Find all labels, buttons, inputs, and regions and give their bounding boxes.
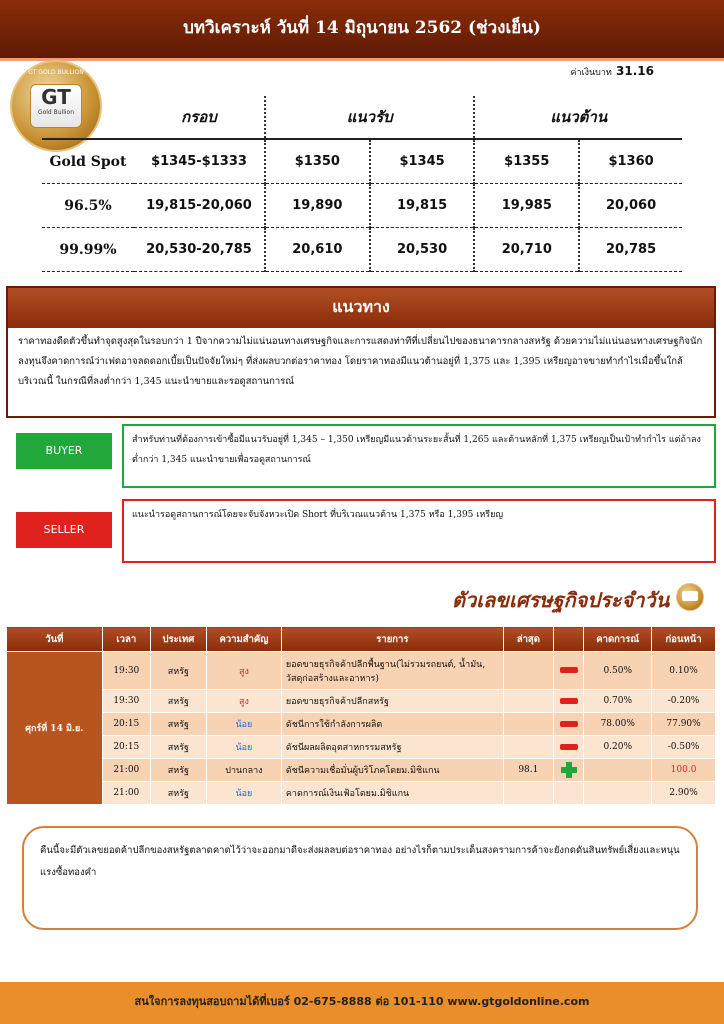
resistance-1: 20,710 xyxy=(474,228,579,272)
red-bar-icon xyxy=(560,698,578,704)
row-label: 99.99% xyxy=(42,228,134,272)
actual-cell xyxy=(503,713,553,736)
support-1: $1350 xyxy=(265,139,370,184)
country-cell: สหรัฐ xyxy=(150,652,206,690)
buyer-badge: BUYER xyxy=(16,433,112,469)
header-resistance: แนวต้าน xyxy=(474,96,682,139)
trend-cell xyxy=(553,782,584,805)
support-1: 20,610 xyxy=(265,228,370,272)
green-plus-icon xyxy=(561,762,577,778)
col-forecast: คาดการณ์ xyxy=(584,627,652,652)
event-cell: ยอดขายธุรกิจค้าปลีกสหรัฐ xyxy=(281,690,503,713)
previous-cell: 100.0 xyxy=(652,759,716,782)
previous-cell: 77.90% xyxy=(652,713,716,736)
logo-mark: GT xyxy=(41,85,71,109)
forecast-cell xyxy=(584,759,652,782)
actual-cell xyxy=(503,736,553,759)
guide-text: ราคาทองดีดตัวขึ้นทำจุดสูงสุดในรอบกว่า 1 ปีจากความไม่แน่นอนทางเศรษฐกิจและการแสดงท่าทีที่เปลี่ยนไปของธนาคารกลางสหรัฐ ด้วยความไม่แน่นอนทางเศรษฐกิจนักลงทุนจึงคาดการณ์ว่าเฟดอาจลดดอกเบี้ยเป็นปัจจัยใหม่ๆ ที่ส่งผลบวกต่อราคาทอง โดยราคาทองมีแนวต้านอยู่ที่ 1,375 และ 1,395 เหรียญอาจขายทำกำไรเมื่อขึ้นใกล้บริเวณนี้ ในกรณีที่ลงต่ำกว่า 1,345 แนะนำขายและรอดูสถานการณ์ xyxy=(6,328,716,418)
actual-cell xyxy=(503,652,553,690)
page-title: บทวิเคราะห์ วันที่ 14 มิถุนายน 2562 (ช่วงเย็น) xyxy=(183,18,541,38)
event-cell: คาดการณ์เงินเฟ้อโดยม.มิชิแกน xyxy=(281,782,503,805)
seller-badge: SELLER xyxy=(16,512,112,548)
country-cell: สหรัฐ xyxy=(150,713,206,736)
country-cell: สหรัฐ xyxy=(150,759,206,782)
seller-text: แนะนำรอดูสถานการณ์โดยจะจับจังหวะเปิด Short ที่บริเวณแนวต้าน 1,375 หรือ 1,395 เหรียญ xyxy=(122,499,716,563)
econ-calendar-table xyxy=(6,626,716,805)
econ-header-row xyxy=(7,627,716,652)
table-row xyxy=(7,690,716,713)
support-2: $1345 xyxy=(370,139,475,184)
actual-cell: 98.1 xyxy=(503,759,553,782)
footer-bar xyxy=(0,982,724,1024)
table-row xyxy=(7,736,716,759)
previous-cell: 2.90% xyxy=(652,782,716,805)
importance-cell: สูง xyxy=(206,690,281,713)
row-label: Gold Spot xyxy=(42,139,134,184)
footer-contact: สนใจการลงทุนสอบถามได้ที่เบอร์ 02-675-8888 ต่อ 101-110 www.gtgoldonline.com xyxy=(134,995,590,1008)
table-row xyxy=(7,652,716,690)
actual-cell xyxy=(503,690,553,713)
support-2: 19,815 xyxy=(370,184,475,228)
col-actual: ล่าสุด xyxy=(503,627,553,652)
importance-cell: สูง xyxy=(206,652,281,690)
logo-sub: Gold Bullion xyxy=(37,109,75,116)
col-time: เวลา xyxy=(102,627,150,652)
col-previous: ก่อนหน้า xyxy=(652,627,716,652)
time-cell: 20:15 xyxy=(102,713,150,736)
logo-ring-text: GT GOLD BULLION xyxy=(28,69,84,76)
range-cell: $1345-$1333 xyxy=(134,139,265,184)
resistance-2: 20,785 xyxy=(579,228,682,272)
price-table xyxy=(42,96,682,272)
guide-header xyxy=(6,286,716,328)
col-country: ประเทศ xyxy=(150,627,206,652)
summary-note: คืนนี้จะมีตัวเลขยอดค้าปลีกของสหรัฐตลาดคาดไว้ว่าจะออกมาดีจะส่งผลลบต่อราคาทอง อย่างไรก็ตามประเด็นสงครามการค้าจะยังกดดันสินทรัพย์เสี่ยงและหนุนแรงซื้อทองคำ xyxy=(22,826,698,930)
time-cell: 21:00 xyxy=(102,782,150,805)
resistance-1: 19,985 xyxy=(474,184,579,228)
header-range: กรอบ xyxy=(134,96,265,139)
event-cell: ดัชนีการใช้กำลังการผลิต xyxy=(281,713,503,736)
support-1: 19,890 xyxy=(265,184,370,228)
country-cell: สหรัฐ xyxy=(150,736,206,759)
range-cell: 20,530-20,785 xyxy=(134,228,265,272)
importance-cell: ปานกลาง xyxy=(206,759,281,782)
forecast-cell: 0.50% xyxy=(584,652,652,690)
time-cell: 19:30 xyxy=(102,690,150,713)
price-row xyxy=(42,184,682,228)
forecast-cell: 78.00% xyxy=(584,713,652,736)
header-support: แนวรับ xyxy=(265,96,474,139)
importance-cell: น้อย xyxy=(206,782,281,805)
previous-cell: -0.20% xyxy=(652,690,716,713)
red-bar-icon xyxy=(560,667,578,673)
date-cell: ศุกร์ที่ 14 มิ.ย. xyxy=(7,652,103,805)
econ-title: ตัวเลขเศรษฐกิจประจำวัน xyxy=(452,588,670,612)
price-row xyxy=(42,139,682,184)
trend-cell xyxy=(553,759,584,782)
resistance-2: 20,060 xyxy=(579,184,682,228)
previous-cell: 0.10% xyxy=(652,652,716,690)
price-table-header xyxy=(42,96,682,139)
row-label: 96.5% xyxy=(42,184,134,228)
buyer-text: สำหรับท่านที่ต้องการเข้าซื้อมีแนวรับอยู่ที่ 1,345 – 1,350 เหรียญมีแนวต้านระยะสั้นที่ 1,265 และต้านหลักที่ 1,375 เหรียญเป็นเป้าทำกำไร แต่ถ้าลงต่ำกว่า 1,345 แนะนำขายเพื่อรอดูสถานการณ์ xyxy=(122,424,716,488)
col-event: รายการ xyxy=(281,627,503,652)
guide-title: แนวทาง xyxy=(332,297,390,316)
red-bar-icon xyxy=(560,744,578,750)
support-2: 20,530 xyxy=(370,228,475,272)
header-bar xyxy=(0,0,724,61)
fx-value: 31.16 xyxy=(616,64,654,78)
price-row xyxy=(42,228,682,272)
table-row xyxy=(7,782,716,805)
event-cell: ดัชนีความเชื่อมั่นผู้บริโภคโดยม.มิชิแกน xyxy=(281,759,503,782)
trend-cell xyxy=(553,713,584,736)
trend-cell xyxy=(553,690,584,713)
col-importance: ความสำคัญ xyxy=(206,627,281,652)
resistance-1: $1355 xyxy=(474,139,579,184)
table-row xyxy=(7,759,716,782)
range-cell: 19,815-20,060 xyxy=(134,184,265,228)
red-bar-icon xyxy=(560,721,578,727)
fx-label: ค่าเงินบาท xyxy=(570,68,612,78)
importance-cell: น้อย xyxy=(206,713,281,736)
time-cell: 19:30 xyxy=(102,652,150,690)
resistance-2: $1360 xyxy=(579,139,682,184)
trend-cell xyxy=(553,652,584,690)
trend-cell xyxy=(553,736,584,759)
time-cell: 21:00 xyxy=(102,759,150,782)
gt-logo-small xyxy=(676,583,704,611)
event-cell: ดัชนีผลผลิตอุตสาหกรรมสหรัฐ xyxy=(281,736,503,759)
importance-cell: น้อย xyxy=(206,736,281,759)
forecast-cell: 0.70% xyxy=(584,690,652,713)
country-cell: สหรัฐ xyxy=(150,690,206,713)
fx-rate xyxy=(570,64,654,79)
col-trend xyxy=(553,627,584,652)
forecast-cell xyxy=(584,782,652,805)
event-cell: ยอดขายธุรกิจค้าปลีกพื้นฐาน(ไม่รวมรถยนต์, น้ำมัน, วัสดุก่อสร้างและอาหาร) xyxy=(281,652,503,690)
col-date: วันที่ xyxy=(7,627,103,652)
time-cell: 20:15 xyxy=(102,736,150,759)
previous-cell: -0.50% xyxy=(652,736,716,759)
actual-cell xyxy=(503,782,553,805)
country-cell: สหรัฐ xyxy=(150,782,206,805)
forecast-cell: 0.20% xyxy=(584,736,652,759)
table-row xyxy=(7,713,716,736)
